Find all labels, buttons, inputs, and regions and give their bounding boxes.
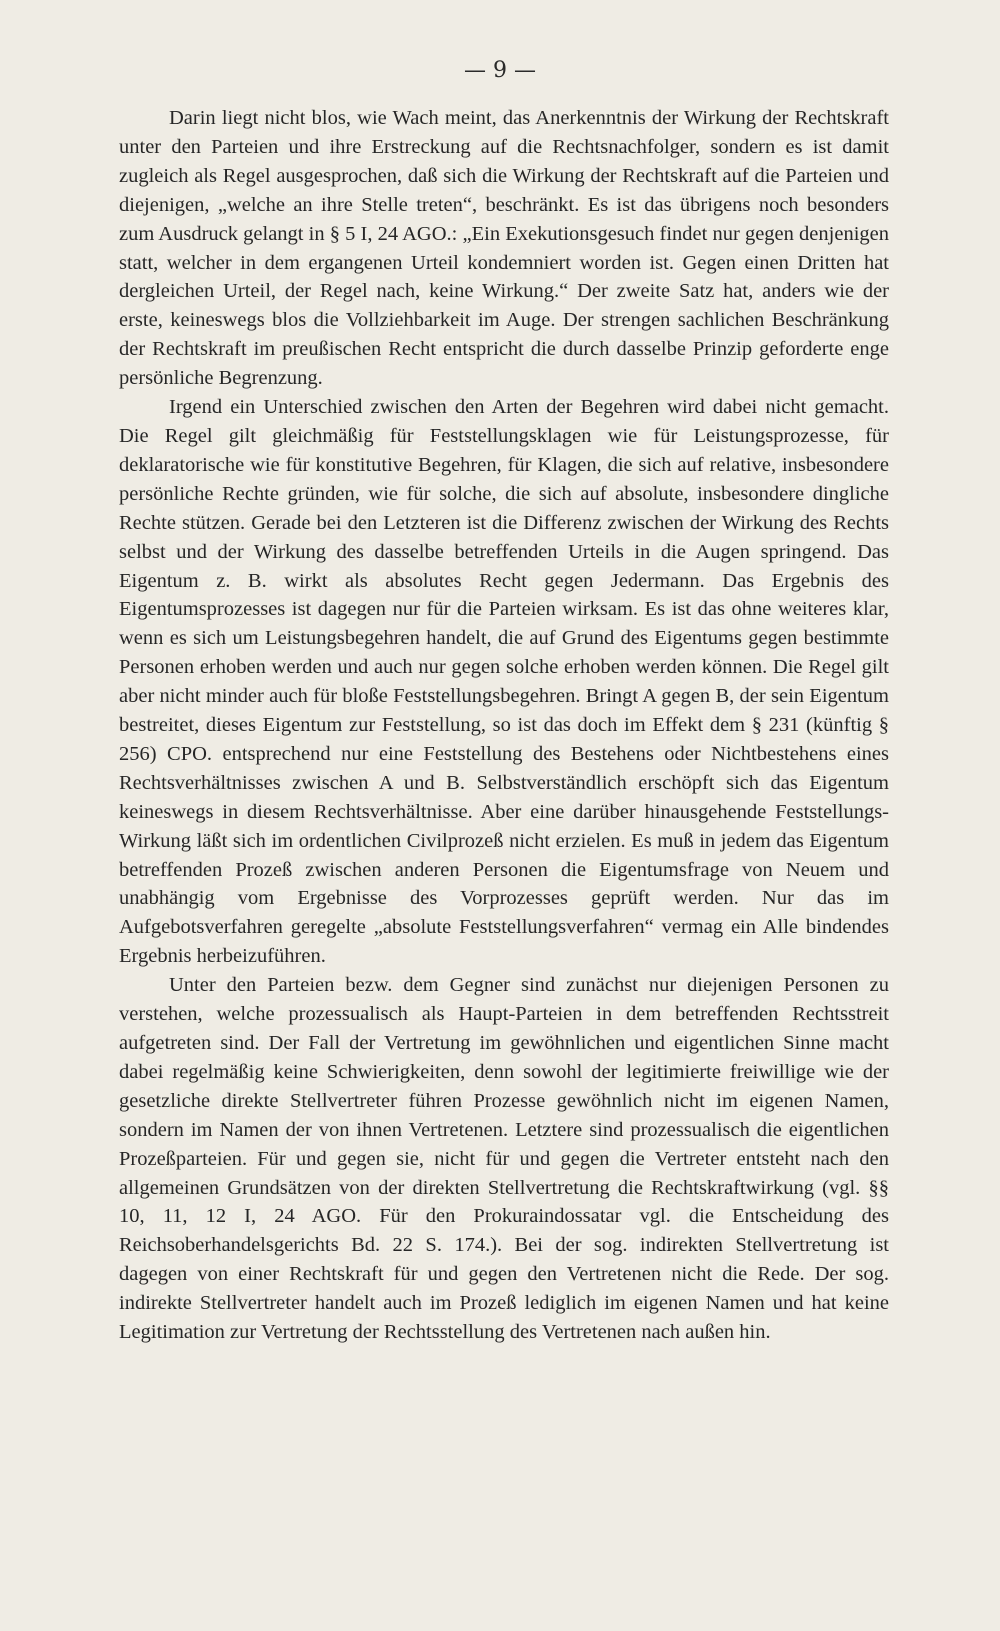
page-number: — 9 — xyxy=(464,58,536,83)
paragraph-1: Darin liegt nicht blos, wie Wach meint, das Anerkenntnis der Wirkung der Rechtskraft unter den Parteien und ihre Erstreckung auf die Rechtsnachfolger, sondern es ist damit zugleich als Regel ausgesprochen, daß sich die Wirkung der Rechtskraft auf die Parteien und diejenigen, „welche an ihre Stelle treten“, beschränkt. Es ist das übrigens noch besonders zum Ausdruck gelangt in § 5 I, 24 AGO.: „Ein Exekutionsgesuch findet nur gegen denjenigen statt, welcher in dem ergangenen Urteil kondemniert worden ist. Gegen einen Dritten hat dergleichen Urteil, der Regel nach, keine Wirkung.“ Der zweite Satz hat, anders wie der erste, keineswegs blos die Vollziehbarkeit im Auge. Der strengen sachlichen Beschränkung der Rechtskraft im preußischen Recht entspricht die durch dasselbe Prinzip geforderte enge persönliche Begrenzung. xyxy=(119,107,889,390)
paragraph-3: Unter den Parteien bezw. dem Gegner sind zunächst nur diejenigen Personen zu verstehen, welche prozessualisch als Haupt-Parteien in dem betreffenden Rechtsstreit aufgetreten sind. Der Fall der Vertretung im gewöhnlichen und eigentlichen Sinne macht dabei regelmäßig keine Schwierigkeiten, denn sowohl der legitimierte freiwillige wie der gesetzliche direkte Stellvertreter führen Prozesse gewöhnlich nicht im eigenen Namen, sondern im Namen der von ihnen Vertretenen. Letztere sind prozessualisch die eigentlichen Prozeßparteien. Für und gegen sie, nicht für und gegen die Vertreter entsteht nach den allgemeinen Grundsätzen von der direkten Stellvertretung die Rechtskraftwirkung (vgl. §§ 10, 11, 12 I, 24 AGO. Für den Prokuraindossatar vgl. die Entscheidung des Reichsoberhandelsgerichts Bd. 22 S. 174.). Bei der sog. indirekten Stellvertretung ist dagegen von einer Rechtskraft für und gegen den Vertretenen nicht die Rede. Der sog. indirekte Stellvertreter handelt auch im Prozeß lediglich im eigenen Namen und hat keine Legitimation zur Vertretung der Rechtsstellung des Vertretenen nach außen hin. xyxy=(119,974,889,1344)
body-text xyxy=(119,104,889,1347)
paragraph-2: Irgend ein Unterschied zwischen den Arten der Begehren wird dabei nicht gemacht. Die Regel gilt gleichmäßig für Feststellungsklagen wie für Leistungsprozesse, für deklaratorische wie für konstitutive Begehren, für Klagen, die sich auf relative, insbesondere persönliche Rechte gründen, wie für solche, die sich auf absolute, insbesondere dingliche Rechte stützen. Gerade bei den Letzteren ist die Differenz zwischen der Wirkung des Rechts selbst und der Wirkung des dasselbe betreffenden Urteils in die Augen springend. Das Eigentum z. B. wirkt als absolutes Recht gegen Jedermann. Das Ergebnis des Eigentumsprozesses ist dagegen nur für die Parteien wirksam. Es ist das ohne weiteres klar, wenn es sich um Leistungsbegehren handelt, die auf Grund des Eigentums gegen bestimmte Personen erhoben werden und auch nur gegen solche erhoben werden können. Die Regel gilt aber nicht minder auch für bloße Feststellungsbegehren. Bringt A gegen B, der sein Eigentum bestreitet, dieses Eigentum zur Feststellung, so ist das doch im Effekt dem § 231 (künftig § 256) CPO. entsprechend nur eine Feststellung des Bestehens oder Nichtbestehens eines Rechtsverhältnisses zwischen A und B. Selbstverständlich erschöpft sich das Eigentum keineswegs in diesem Rechtsverhältnisse. Aber eine darüber hinausgehende Feststellungs-Wirkung läßt sich im ordentlichen Civilprozeß nicht erzielen. Es muß in jedem das Eigentum betreffenden Prozeß zwischen anderen Personen die Eigentumsfrage von Neuem und unabhängig vom Ergebnisse des Vorprozesses geprüft werden. Nur das im Aufgebotsverfahren geregelte „absolute Feststellungsverfahren“ vermag ein Alle bindendes Ergebnis herbeizuführen. xyxy=(119,396,889,968)
